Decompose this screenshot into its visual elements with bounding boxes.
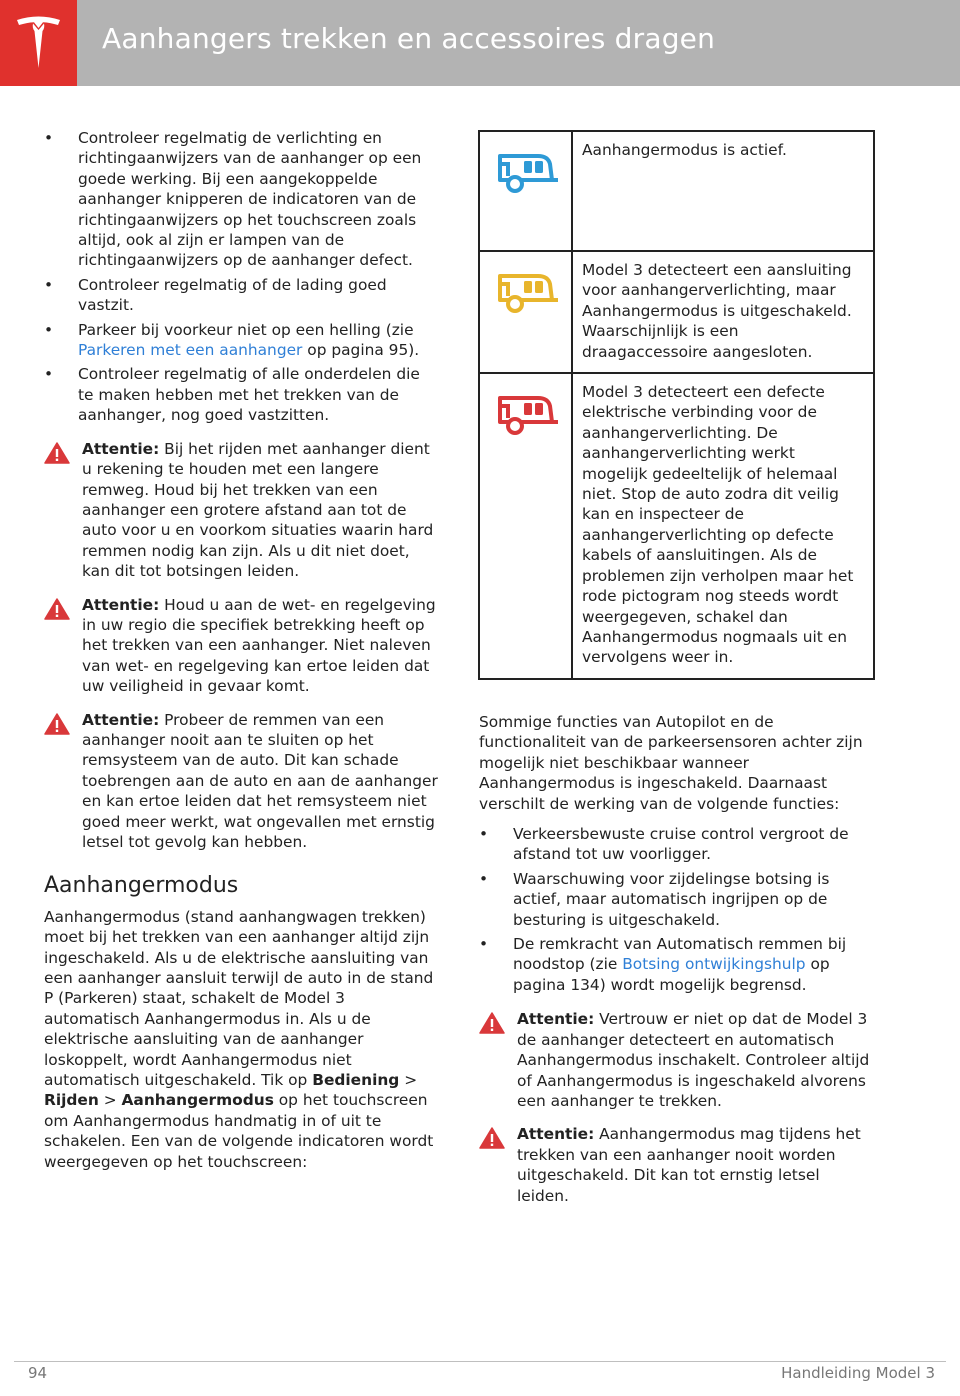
warning-icon	[479, 1012, 505, 1034]
warning-icon	[44, 713, 70, 735]
tesla-logo-icon	[13, 14, 64, 72]
list-item: • Controleer regelmatig of de lading goed vastzit.	[44, 275, 438, 316]
tesla-logo	[0, 0, 77, 86]
trailer-mode-paragraph: Aanhangermodus (stand aanhangwagen trekken) moet bij het trekken van een aanhanger altijd zijn ingeschakeld. Als u de elektrische aansluiting van een aanhanger aansluit terwijl de auto in de stand P (Parkeren) staat, schakelt de Model 3 automatisch Aanhangermodus in. Als u de elektrische aansluiting van de aanhanger loskoppelt, wordt Aanhangermodus niet automatisch uitgeschakeld. Tik op Bediening > Rijden > Aanhangermodus op het touchscreen om Aanhangermodus handmatig in of uit te schakelen. Een van de volgende indicatoren wordt weergegeven op het touchscreen:	[44, 907, 434, 1171]
autopilot-paragraph: Sommige functies van Autopilot en de functionaliteit van de parkeersensoren achter zijn mogelijk niet beschikbaar wanneer Aanhangermodus is ingeschakeld. Daarnaast verschilt de werking van de volgende functies:	[479, 713, 863, 813]
checklist	[44, 128, 438, 426]
indicator-table	[478, 130, 875, 680]
warning-text: Vertrouw er niet op dat de Model 3 de aanhanger detecteert en automatisch Aanhangermodus inschakelt. Controleer altijd of Aanhangermodus is ingeschakeld alvorens een aanhanger te trekken.	[517, 1010, 870, 1110]
warning-icon	[44, 598, 70, 620]
indicator-description: Model 3 detecteert een defecte elektrische verbinding voor de aanhangerverlichting. De aanhangerverlichting werkt mogelijk gedeeltelijk of helemaal niet. Stop de auto zodra dit veilig kan en inspecteer de aanhangerverlichting op defecte kabels of aansluitingen. Als de problemen zijn verholpen maar het rode pictogram nog steeds wordt weergegeven, schakel dan Aanhangermodus nogmaals uit en vervolgens weer in.	[572, 373, 874, 679]
warning-block	[479, 1009, 875, 1111]
warning-block	[44, 595, 438, 697]
right-column	[479, 712, 875, 1218]
trailer-icon-red	[494, 392, 558, 438]
warning-label: Attentie:	[517, 1125, 595, 1144]
warning-label: Attentie:	[517, 1010, 595, 1029]
collision-avoidance-link[interactable]: Botsing ontwijkingshulp	[622, 955, 806, 974]
warning-text: Probeer de remmen van een aanhanger nooit aan te sluiten op het remsysteem van de auto. Dit kan schade toebrengen aan de auto en aan de aanhanger en kan ertoe leiden dat het remsysteem niet goed meer werkt, wat ongevallen met ernstig letsel tot gevolg kan hebben.	[82, 710, 438, 851]
list-item: • Waarschuwing voor zijdelingse botsing is actief, maar automatisch ingrijpen op de besturing is uitgeschakeld.	[479, 869, 875, 930]
table-row	[479, 373, 874, 679]
page-title: Aanhangers trekken en accessoires dragen	[102, 22, 716, 55]
manual-title: Handleiding Model 3	[781, 1364, 935, 1382]
indicator-description: Aanhangermodus is actief.	[572, 131, 874, 251]
page-number: 94	[28, 1364, 48, 1382]
warning-icon	[44, 442, 70, 464]
warning-block	[44, 710, 438, 853]
section-title: Aanhangermodus	[44, 873, 239, 899]
table-row	[479, 131, 874, 251]
warning-label: Attentie:	[82, 710, 160, 729]
menu-path-driving: Rijden	[44, 1091, 99, 1110]
list-item: • Parkeer bij voorkeur niet op een helling (zie Parkeren met een aanhanger op pagina 95).	[44, 320, 438, 361]
menu-path-trailer-mode: Aanhangermodus	[121, 1091, 274, 1110]
menu-path-controls: Bediening	[312, 1071, 400, 1090]
left-column	[44, 128, 438, 1172]
function-list	[479, 824, 875, 995]
warning-text: Houd u aan de wet- en regelgeving in uw regio die specifiek betrekking heeft op het trekken van een aanhanger. Niet naleven van wet- en regelgeving kan ertoe leiden dat uw veiligheid in gevaar komt.	[82, 595, 436, 696]
indicator-description: Model 3 detecteert een aansluiting voor aanhangerverlichting, maar Aanhangermodus is uitgeschakeld. Waarschijnlijk is een draagaccessoire aangesloten.	[572, 251, 874, 373]
warning-block	[44, 439, 438, 582]
warning-label: Attentie:	[82, 595, 160, 614]
page-header	[0, 0, 960, 86]
trailer-icon-blue	[494, 150, 558, 196]
warning-icon	[479, 1127, 505, 1149]
warning-block	[479, 1124, 875, 1206]
warning-text: Aanhangermodus mag tijdens het trekken van een aanhanger nooit worden uitgeschakeld. Dit kan tot ernstig letsel leiden.	[517, 1125, 861, 1205]
list-item: • De remkracht van Automatisch remmen bij noodstop (zie Botsing ontwijkingshulp op pagina 134) wordt mogelijk begrensd.	[479, 934, 875, 995]
footer-divider	[14, 1361, 946, 1362]
list-item: • Controleer regelmatig of alle onderdelen die te maken hebben met het trekken van de aanhanger, nog goed vastzitten.	[44, 364, 438, 425]
warning-label: Attentie:	[82, 439, 160, 458]
warning-text: Bij het rijden met aanhanger dient u rekening te houden met een langere remweg. Houd bij het trekken van een aanhanger een grotere afstand aan tot de auto voor u en voorkom situaties waarin hard remmen nodig kan zijn. Als u dit niet doet, kan dit tot botsingen leiden.	[82, 439, 434, 581]
list-item: • Verkeersbewuste cruise control vergroot de afstand tot uw voorligger.	[479, 824, 875, 865]
trailer-icon-yellow	[494, 270, 558, 316]
parking-link[interactable]: Parkeren met een aanhanger	[78, 341, 303, 360]
list-item: • Controleer regelmatig de verlichting en richtingaanwijzers van de aanhanger op een goede werking. Bij een aangekoppelde aanhanger knipperen de indicatoren van de richtingaanwijzers op het touchscreen zoals altijd, ook al zijn er lampen van de richtingaanwijzers op de aanhanger defect.	[44, 128, 438, 271]
table-row	[479, 251, 874, 373]
